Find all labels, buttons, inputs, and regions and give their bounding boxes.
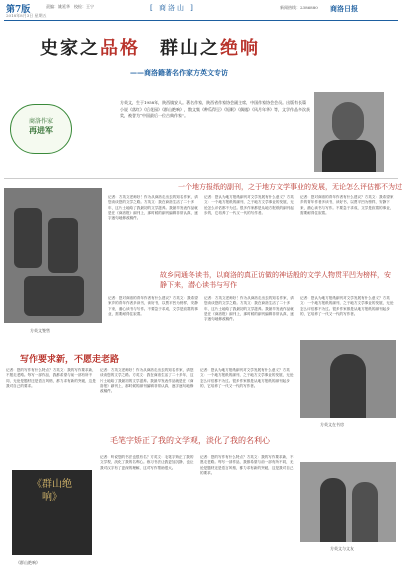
- article-column: 记者：您对商洛的青年作者有什么建议？方英文：我希望家乡的青年作者多读书，读好书，以贾平凹为榜样，安静下来，潜心读书与写作。不要急于求成，文学是寂寞的事业，需要耐得住寂寞。: [108, 296, 198, 316]
- paper-name: 商洛日报: [330, 4, 358, 13]
- page-number: 第7版: [6, 5, 31, 15]
- logo-line2: 再进军: [29, 125, 53, 135]
- book-cover: [12, 470, 92, 555]
- photo-caption: 方英文签售: [30, 328, 50, 333]
- issue-date: 2018年8月3日 星期五: [6, 13, 47, 18]
- header-rule: [4, 20, 398, 21]
- article-column: 记者：您对商洛的青年作者有什么建议？方英文：我希望家乡的青年作者多读书，读好书，以贾平凹为榜样，安静下来，潜心读书与写作。不要急于求成，文学是寂寞的事业，需要耐得住寂寞。: [300, 195, 394, 215]
- headline-part1: 史家之: [40, 38, 100, 59]
- article-column: 记者：您认为地方报纸副刊对文学发展有什么意义？方英文：一个地方报纸的副刊，之于地方文学事业的发展，无论怎么评估都不为过。很多作家都是从地方报纸的副刊起步的，它培养了一代又一代的写作者。: [300, 296, 394, 316]
- hotline: 新闻热线：2386880: [280, 5, 318, 10]
- section-heading-3: 写作要求新，不愿走老路: [20, 355, 120, 365]
- article-column: 记者：听说您的书法也很有名？方英文：毛笔字矫正了我的文学观，淡化了我的名利心。练习书法让我更加沉静，也让我对汉字有了更深的理解，这对写作帮助很大。: [100, 455, 194, 470]
- section-title: [ 商洛山 ]: [150, 4, 195, 12]
- photo-caption: 方英文在书房: [320, 422, 344, 427]
- signing-photo: [4, 188, 102, 323]
- group-photo: [300, 462, 396, 542]
- author-portrait: [314, 92, 384, 172]
- section-heading-4: 毛笔字矫正了我的文学观，淡化了我的名利心: [110, 436, 270, 445]
- article-column: 记者：方英文老师好！作为从商洛走出去的知名作家，请您谈谈您的文学之路。方英文：我在商洛生活了二十多年，这片土地给了我最初的文学滋养。我最早发表作品就是在《商洛报》副刊上，那时候的副刊编辑非常认真，逐字逐句地修改稿件。: [108, 195, 198, 221]
- headline: [40, 34, 260, 60]
- article-column: 记者：您的写作有什么特点？方英文：我的写作要求新，不愿走老路。每写一部作品，我都希望与前一部有所不同，无论是题材还是语言风格，都力求有新的突破，这是我对自己的要求。: [6, 368, 96, 388]
- editor-credits: 责编：姚延华 校检：王宁: [46, 4, 94, 9]
- headline-part4: 绝响: [220, 38, 260, 59]
- book-title: 《群山绝响》: [32, 479, 72, 503]
- logo-line1: 商洛作家: [28, 118, 53, 125]
- book-caption: 《群山绝响》: [16, 560, 40, 565]
- author-bio: 方英文，生于1958年，陕西镇安人。著名作家，陕西省作家协会副主席，中国作家协会会员。出版有长篇小说《落红》《后花园》《群山绝响》，散文集《种瓜得豆》《短眠》《偶遇》《风月年华》等，文学作品多次获奖，被誉为“中国最后一位古典作家”。: [120, 100, 310, 118]
- article-column: 记者：您认为地方报纸副刊对文学发展有什么意义？方英文：一个地方报纸的副刊，之于地方文学事业的发展，无论怎么评估都不为过。很多作家都是从地方报纸的副刊起步的，它培养了一代又一代的写作者。: [200, 368, 294, 388]
- headline-part2: 品格: [100, 38, 140, 59]
- headline-part3: 群山之: [140, 38, 220, 59]
- article-column: 记者：方英文老师好！作为从商洛走出去的知名作家，请您谈谈您的文学之路。方英文：我在商洛生活了二十多年，这片土地给了我最初的文学滋养。我最早发表作品就是在《商洛报》副刊上，那时候的副刊编辑非常认真，逐字逐句地修改稿件。: [100, 368, 194, 394]
- article-column: 记者：您的写作有什么特点？方英文：我的写作要求新，不愿走老路。每写一部作品，我都希望与前一部有所不同，无论是题材还是语言风格，都力求有新的突破，这是我对自己的要求。: [200, 455, 294, 475]
- pull-quote-2: 故乡同通冬读书，以商洛的真正访做的神话般的文学人物贯平凹为榜样，安静下来，潜心读书与写作: [160, 271, 391, 289]
- study-photo: [300, 340, 396, 418]
- article-column: 记者：您认为地方报纸副刊对文学发展有什么意义？方英文：一个地方报纸的副刊，之于地方文学事业的发展，无论怎么评估都不为过。很多作家都是从地方报纸的副刊起步的，它培养了一代又一代的写作者。: [204, 195, 294, 215]
- section-divider: [4, 178, 398, 179]
- pull-quote-1: 一个地方报纸的副刊，之于地方文学事业的发展，无论怎么评估都不为过: [178, 183, 402, 191]
- photo-caption: 方英文与文友: [330, 546, 354, 551]
- article-column: 记者：方英文老师好！作为从商洛走出去的知名作家，请您谈谈您的文学之路。方英文：我在商洛生活了二十多年，这片土地给了我最初的文学滋养。我最早发表作品就是在《商洛报》副刊上，那时候的副刊编辑非常认真，逐字逐句地修改稿件。: [204, 296, 294, 322]
- column-logo: [10, 104, 72, 154]
- headline-subtitle: ——商洛籍著名作家方英文专访: [130, 68, 228, 77]
